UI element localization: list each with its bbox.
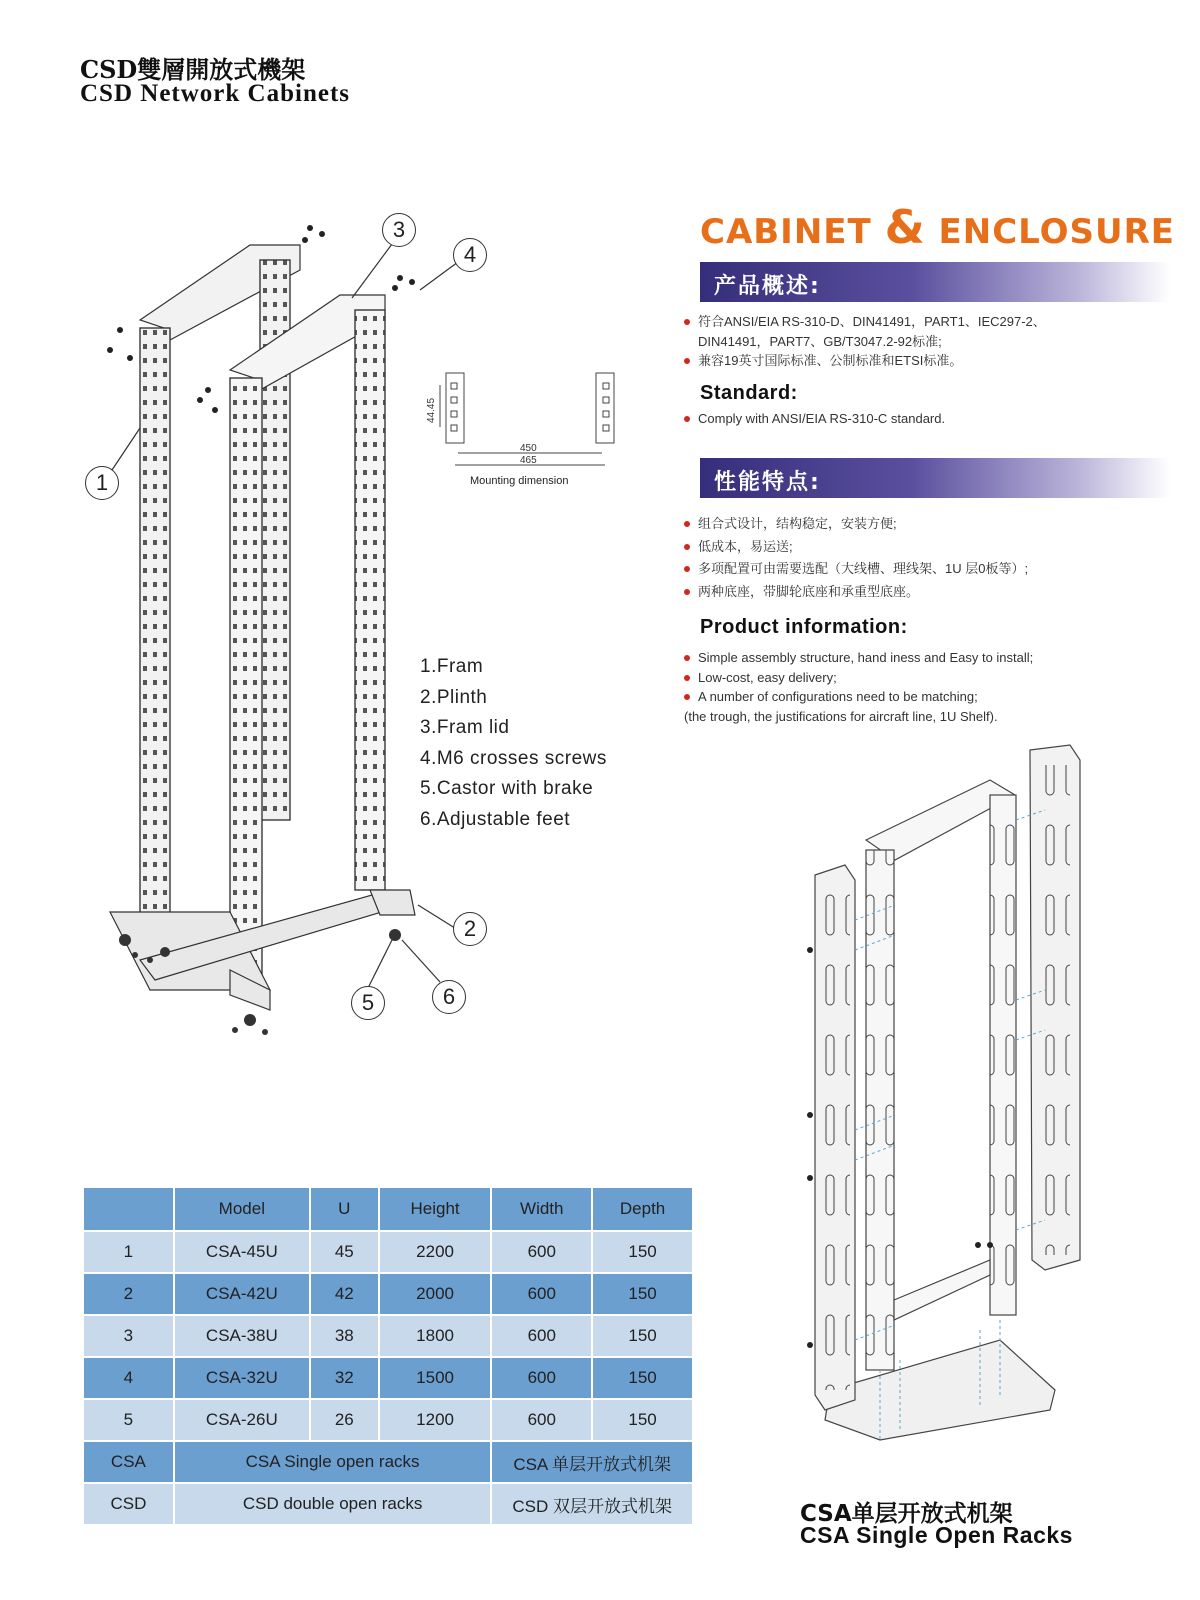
table-cell: CSA 单层开放式机架 [491, 1441, 693, 1483]
table-cell: 2000 [379, 1273, 492, 1315]
table-cell: 1500 [379, 1357, 492, 1399]
table-cell: 1200 [379, 1399, 492, 1441]
table-cell: 1800 [379, 1315, 492, 1357]
table-cell: CSA-38U [174, 1315, 310, 1357]
table-cell: CSA-32U [174, 1357, 310, 1399]
table-cell: 600 [491, 1273, 592, 1315]
features-heading: 性能特点: [714, 470, 821, 495]
table-cell: CSD double open racks [174, 1483, 492, 1525]
part-item: 1.Fram [420, 656, 484, 677]
table-cell: 150 [592, 1315, 693, 1357]
list-item: Low-cost, easy delivery; [684, 668, 1033, 688]
brand-right: ENCLOSURE [938, 212, 1176, 252]
table-cell: CSA-42U [174, 1273, 310, 1315]
list-item: 两种底座，带脚轮底座和承重型底座。 [684, 582, 1028, 602]
table-row [83, 1273, 693, 1315]
list-item: Comply with ANSI/EIA RS-310-C standard. [684, 409, 945, 429]
callout-6: 6 [432, 980, 466, 1014]
dim-inner: 450 [520, 443, 537, 454]
page-title-en: CSD Network Cabinets [80, 80, 350, 107]
table-row [83, 1483, 693, 1525]
table-cell: 5 [83, 1399, 174, 1441]
table-cell: 2200 [379, 1231, 492, 1273]
table-cell: CSA-26U [174, 1399, 310, 1441]
callout-2: 2 [453, 912, 487, 946]
csa-caption-en: CSA Single Open Racks [800, 1522, 1073, 1548]
list-item: Simple assembly structure, hand iness and Easy to install; [684, 648, 1033, 668]
part-item: 6.Adjustable feet [420, 808, 571, 830]
list-item: 多项配置可由需要选配（大线槽、理线架、1U 层0板等）; [684, 559, 1028, 579]
part-item: 3.Fram lid [420, 717, 510, 738]
callout-1: 1 [85, 466, 119, 500]
overview-heading: 产品概述: [714, 274, 821, 299]
table-row [83, 1315, 693, 1357]
page-title-cn: CSD雙層開放式機架 [80, 55, 306, 84]
list-item: 低成本，易运送; [684, 537, 1028, 557]
csa-single-rack-illustration [800, 740, 1090, 1480]
list-item: (the trough, the justifications for aircraft line, 1U Shelf). [684, 708, 998, 724]
standard-heading: Standard: [700, 382, 798, 404]
table-cell: 2 [83, 1273, 174, 1315]
table-cell: 150 [592, 1399, 693, 1441]
list-item: A number of configurations need to be matching; [684, 687, 1033, 707]
mounting-dimension-diagram [420, 365, 620, 495]
parts-list [420, 652, 607, 835]
list-item: 符合ANSI/EIA RS-310-D、DIN41491，PART1、IEC297-2、 [684, 312, 1046, 332]
table-cell: 42 [310, 1273, 379, 1315]
table-cell: 1 [83, 1231, 174, 1273]
header-cell: Depth [592, 1187, 693, 1231]
header-cell [83, 1187, 174, 1231]
table-cell: 3 [83, 1315, 174, 1357]
table-row [83, 1231, 693, 1273]
table-row [83, 1399, 693, 1441]
part-item: 2.Plinth [420, 686, 488, 708]
brand-ampersand: & [884, 200, 926, 254]
mounting-caption: Mounting dimension [470, 475, 569, 487]
table-cell: CSA Single open racks [174, 1441, 492, 1483]
table-cell: 45 [310, 1231, 379, 1273]
table-cell: 600 [491, 1399, 592, 1441]
spec-table [82, 1186, 694, 1526]
list-item: 组合式设计，结构稳定，安装方便; [684, 514, 1028, 534]
callout-5: 5 [351, 986, 385, 1020]
callout-4: 4 [453, 238, 487, 272]
table-cell: CSA [83, 1441, 174, 1483]
table-cell: 150 [592, 1357, 693, 1399]
table-cell: 26 [310, 1399, 379, 1441]
header-cell: Height [379, 1187, 492, 1231]
product-info-heading: Product information: [700, 616, 908, 638]
table-row [83, 1441, 693, 1483]
table-cell: 32 [310, 1357, 379, 1399]
table-cell: 4 [83, 1357, 174, 1399]
table-cell: 600 [491, 1231, 592, 1273]
table-row [83, 1357, 693, 1399]
table-cell: 150 [592, 1273, 693, 1315]
table-cell: 150 [592, 1231, 693, 1273]
list-item: DIN41491，PART7、GB/T3047.2-92标准; [698, 333, 942, 349]
header-cell: U [310, 1187, 379, 1231]
table-cell: CSD 双层开放式机架 [491, 1483, 693, 1525]
table-cell: 600 [491, 1315, 592, 1357]
part-item: 5.Castor with brake [420, 778, 594, 799]
table-cell: 600 [491, 1357, 592, 1399]
callout-3: 3 [382, 213, 416, 247]
table-header-row [83, 1187, 693, 1231]
table-cell: 38 [310, 1315, 379, 1357]
header-cell: Model [174, 1187, 310, 1231]
part-item: 4.M6 crosses screws [420, 747, 607, 769]
brand-left: CABINET [700, 212, 872, 252]
list-item: 兼容19英寸国际标准、公制标准和ETSI标准。 [684, 351, 1046, 371]
header-cell: Width [491, 1187, 592, 1231]
dim-height: 44.45 [426, 397, 437, 423]
table-cell: CSA-45U [174, 1231, 310, 1273]
table-cell: CSD [83, 1483, 174, 1525]
csa-caption-cn: CSA单层开放式机架 [800, 1501, 1013, 1527]
dim-outer: 465 [520, 455, 537, 466]
